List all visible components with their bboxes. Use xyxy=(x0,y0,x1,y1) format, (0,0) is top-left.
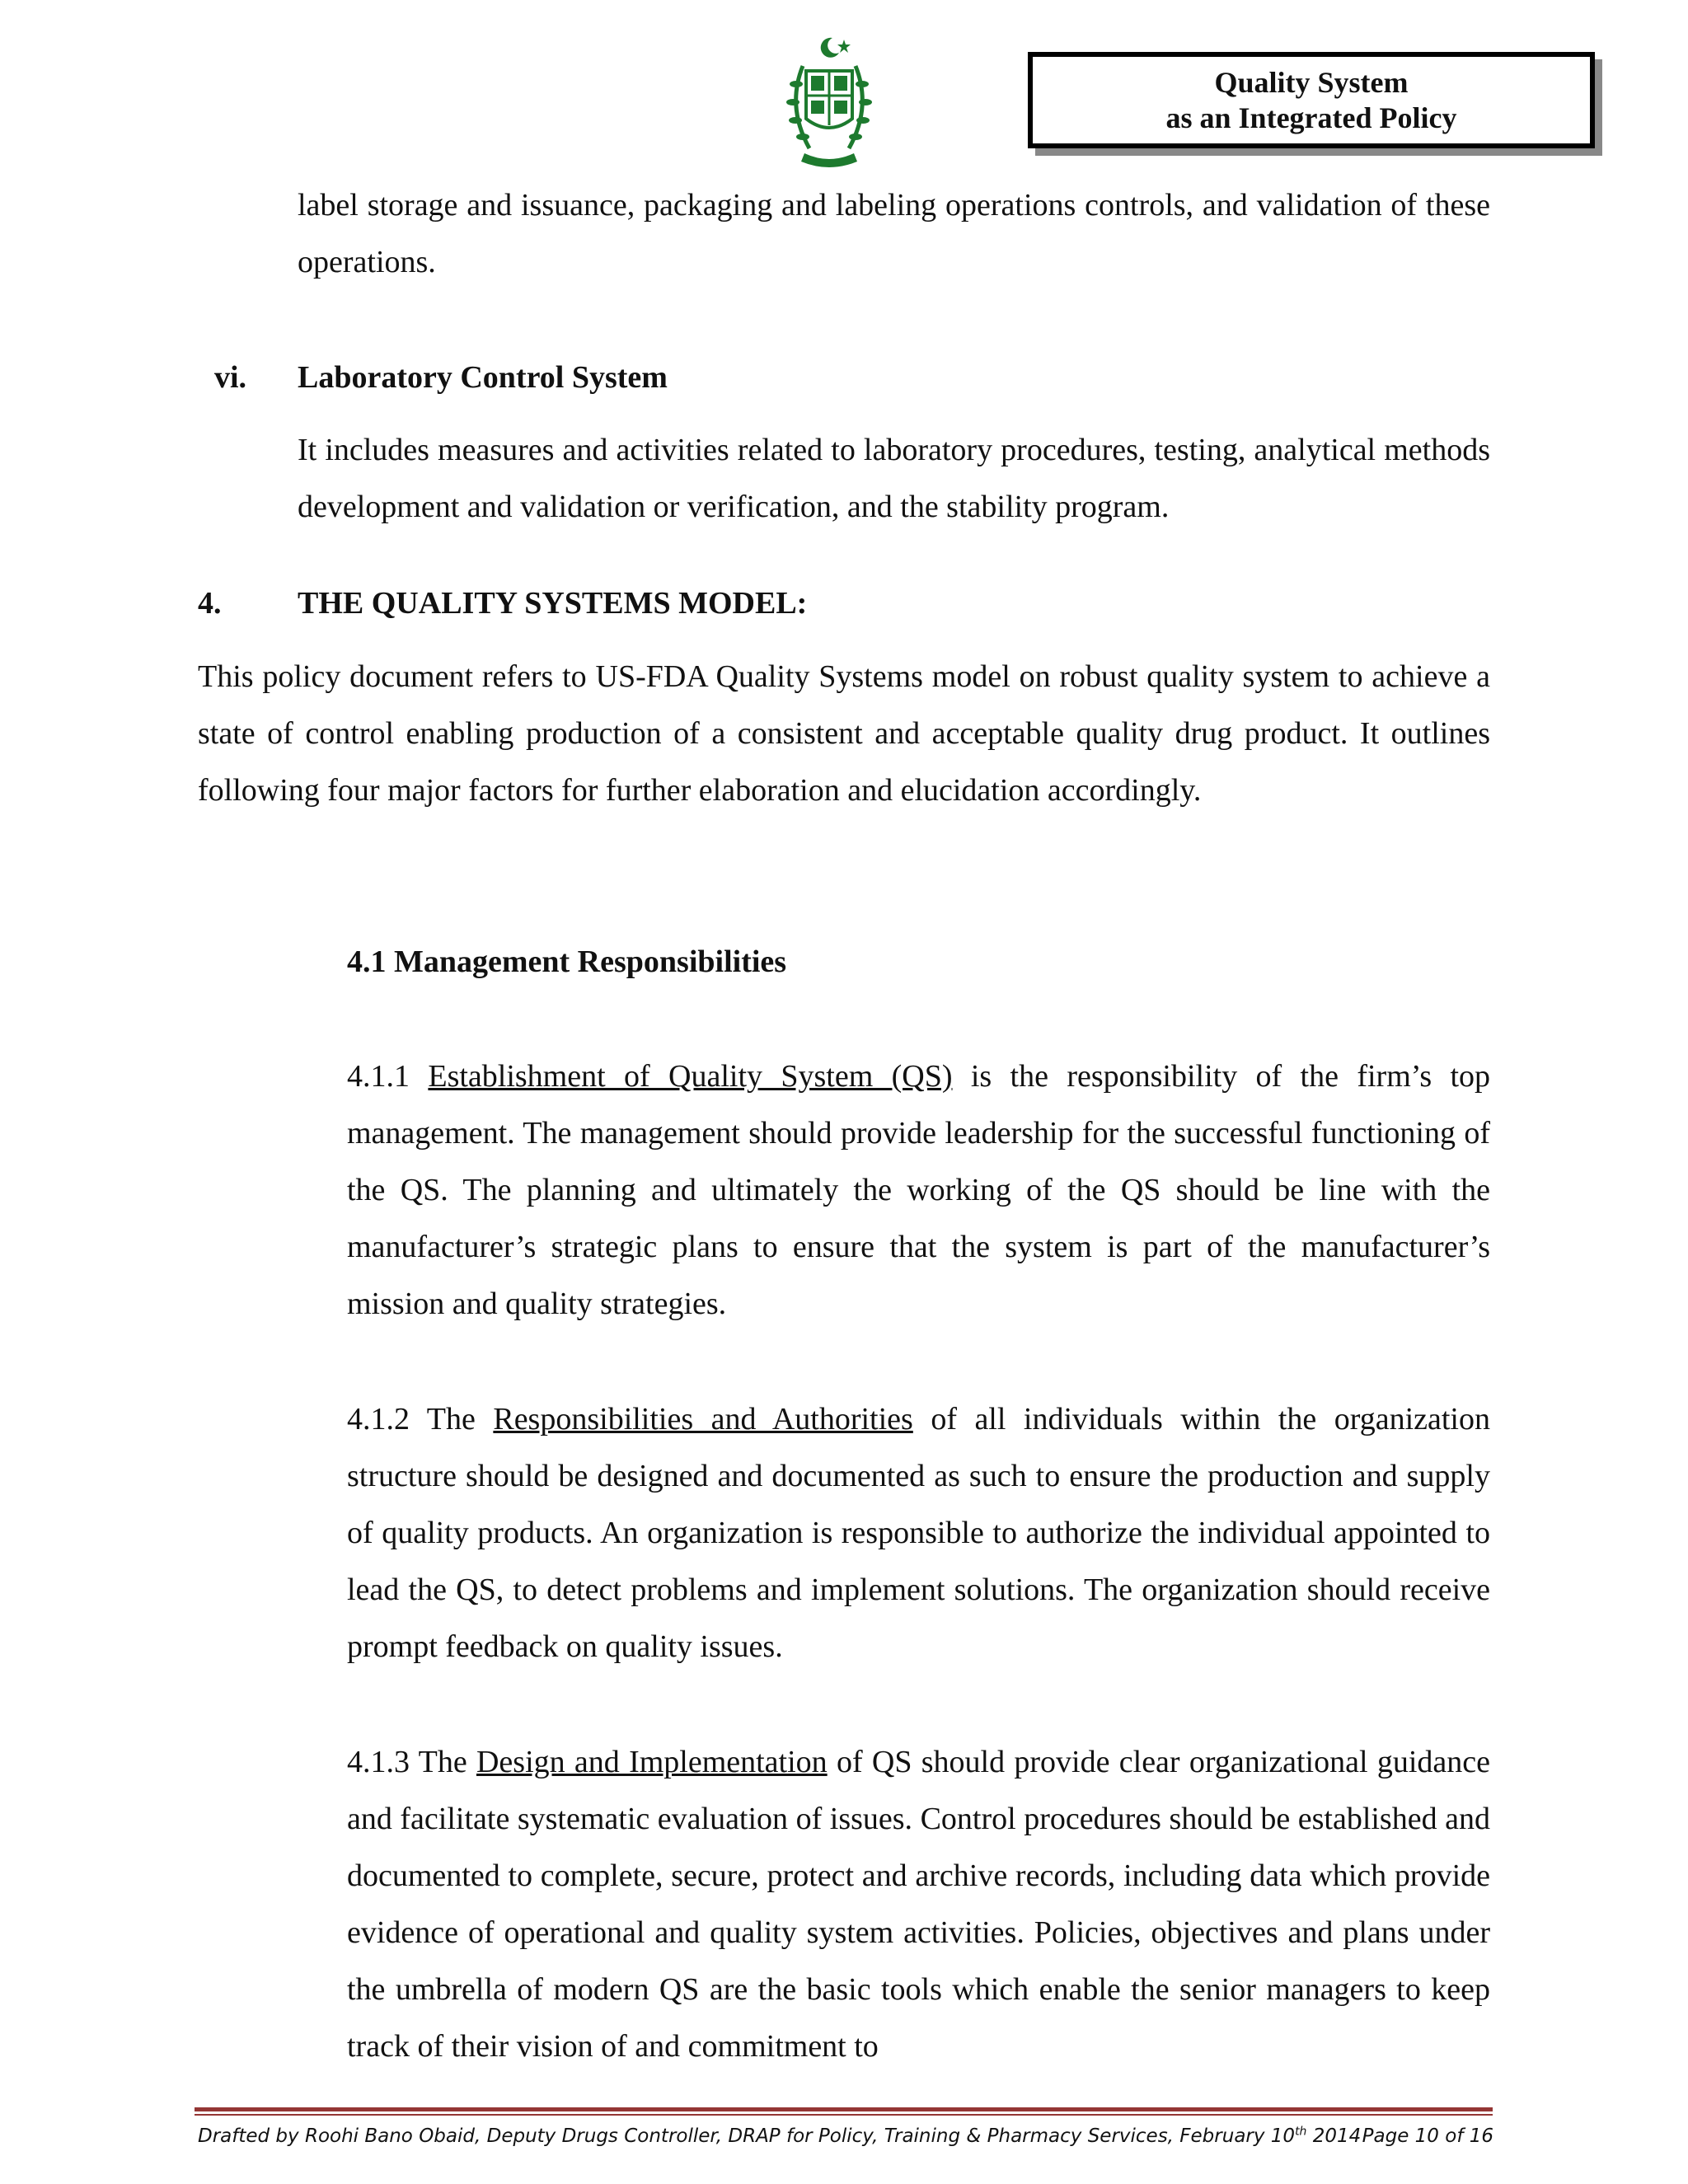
page-footer xyxy=(198,2120,1493,2153)
header-title-line1: Quality System xyxy=(1214,65,1409,99)
footer-divider xyxy=(195,2107,1493,2111)
section-vi-number: vi. xyxy=(214,360,247,395)
state-emblem-icon xyxy=(785,33,874,175)
item-text: is the responsibility of the firm’s top management. The management should provide leadership for the successful functioning of the QS. The planning and ultimately the working of the QS should be line with the manufacturer’s strategic plans to ensure that the system is part of the manufacturer’s mission and quality strategies. xyxy=(347,1059,1491,1321)
section-vi-title: Laboratory Control System xyxy=(298,360,668,395)
section-4-intro: This policy document refers to US-FDA Quality Systems model on robust quality system to achieve a state of control enabling production of a consistent and acceptable quality drug product. It outlines following four major factors for further elaboration and elucidation accordingly. xyxy=(198,659,1490,808)
footer-page-number: Page 10 of 16 xyxy=(1362,2125,1493,2147)
section-4-1-title: 4.1 Management Responsibilities xyxy=(347,944,787,979)
section-4-1-1-paragraph xyxy=(347,1048,1490,1333)
section-4-title: THE QUALITY SYSTEMS MODEL: xyxy=(298,586,808,621)
item-underlined-term: Establishment of Quality System (QS) xyxy=(428,1059,953,1094)
item-underlined-term: Responsibilities and Authorities xyxy=(493,1402,913,1436)
continuation-paragraph: label storage and issuance, packaging and labeling operations controls, and validation of these operations. xyxy=(298,188,1490,279)
section-4-1-3-paragraph xyxy=(347,1734,1490,2075)
section-vi-body: It includes measures and activities related to laboratory procedures, testing, analytical methods development and validation or verification, and the stability program. xyxy=(298,433,1490,524)
item-text: of all individuals within the organization structure should be designed and documented as such to ensure the production and supply of quality products. An organization is responsible to authorize the individual appointed to lead the QS, to detect problems and implement solutions. The organization should receive prompt feedback on quality issues. xyxy=(347,1402,1490,1664)
item-underlined-term: Design and Implementation xyxy=(476,1745,828,1779)
footer-year: 2014 xyxy=(1306,2125,1362,2147)
item-prefix: 4.1.1 xyxy=(347,1059,429,1094)
item-prefix: 4.1.2 The xyxy=(347,1402,494,1436)
footer-drafted-by xyxy=(198,2120,1361,2153)
footer-divider-thin xyxy=(195,2114,1493,2116)
document-header-box xyxy=(1028,52,1595,148)
header-title-line2: as an Integrated Policy xyxy=(1165,101,1457,134)
footer-date-superscript: th xyxy=(1295,2125,1307,2139)
item-text: of QS should provide clear organizational guidance and facilitate systematic evaluation of issues. Control procedures should be established and documented to complete, secure, protect and archive records, including data which provide evidence of operational and quality system activities. Policies, objectives and plans under the umbrella of modern QS are the basic tools which enable the senior managers to keep track of their vision of and commitment to xyxy=(347,1745,1490,2064)
item-prefix: 4.1.3 The xyxy=(347,1745,476,1779)
footer-drafted-text: Drafted by Roohi Bano Obaid, Deputy Drugs Controller, DRAP for Policy, Training & Pharmacy Services, February 10 xyxy=(198,2125,1296,2147)
section-4-1-2-paragraph xyxy=(347,1391,1490,1675)
section-4-number: 4. xyxy=(198,586,222,621)
